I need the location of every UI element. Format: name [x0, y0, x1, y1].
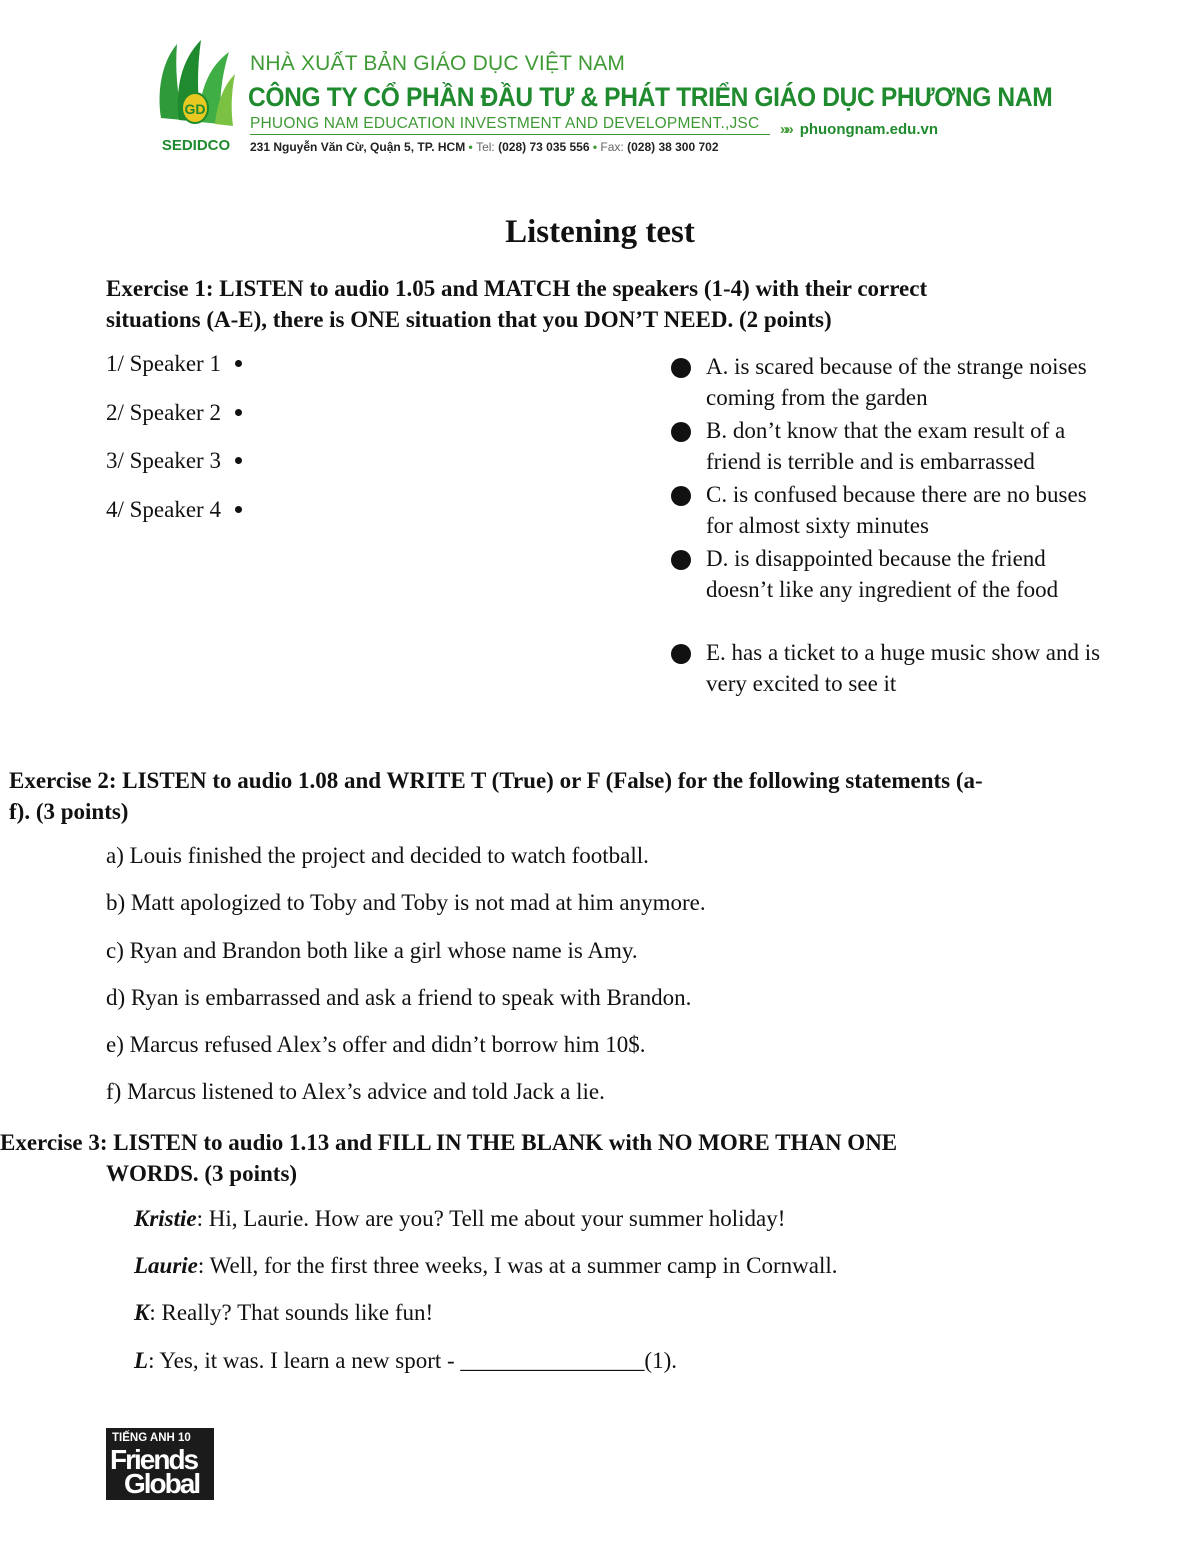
speaker-item	[106, 400, 242, 426]
company-address: 231 Nguyễn Văn Cừ, Quận 5, TP. HCM • Tel: (028) 73 035 556 • Fax: (028) 38 300 702	[250, 140, 719, 154]
option-bullet-icon[interactable]	[671, 422, 691, 442]
statement-item: e) Marcus refused Alex’s offer and didn’t borrow him 10$.	[106, 1032, 646, 1057]
situation-option: D. is disappointed because the friend doesn’t like any ingredient of the food	[706, 546, 1059, 602]
speaker-item	[106, 351, 242, 377]
statement-item: d) Ryan is embarrassed and ask a friend to speak with Brandon.	[106, 985, 692, 1010]
tel-label: Tel:	[476, 140, 495, 154]
option-bullet-icon[interactable]	[671, 486, 691, 506]
tel-number: (028) 73 035 556	[498, 140, 590, 154]
speaker-label: 4/ Speaker 4	[106, 497, 221, 522]
match-dot-icon[interactable]	[235, 360, 242, 367]
exercise3-heading-line2: WORDS. (3 points)	[106, 1161, 298, 1186]
chevrons-right-icon: »»	[780, 121, 791, 138]
website-url: phuongnam.edu.vn	[799, 121, 939, 138]
dialogue-speaker: Kristie	[134, 1206, 197, 1231]
exercise2-heading-line1: Exercise 2: LISTEN to audio 1.08 and WRITE T (True) or F (False) for the following statements (a-	[9, 768, 983, 793]
fax-number: (028) 38 300 702	[627, 140, 719, 154]
option-bullet-icon[interactable]	[671, 550, 691, 570]
dialogue-line	[134, 1253, 838, 1279]
company-name: CÔNG TY CỔ PHẦN ĐẦU TƯ & PHÁT TRIỂN GIÁO DỤC PHƯƠNG NAM	[248, 82, 1053, 112]
fax-label: Fax:	[600, 140, 624, 154]
friends-global-logo	[106, 1428, 214, 1500]
leaf-logo-icon	[155, 38, 237, 156]
badge-friends: Friends	[110, 1444, 198, 1475]
page-title: Listening test	[505, 214, 695, 250]
header-divider	[250, 134, 770, 135]
publisher-name: NHÀ XUẤT BẢN GIÁO DỤC VIỆT NAM	[250, 52, 626, 75]
website-link[interactable]	[780, 121, 938, 138]
dialogue-speaker: L	[134, 1348, 149, 1373]
situation-option: A. is scared because of the strange noises coming from the garden	[706, 354, 1087, 410]
option-bullet-icon[interactable]	[671, 644, 691, 664]
svg-text:SEDIDCO: SEDIDCO	[161, 137, 231, 154]
match-dot-icon[interactable]	[235, 506, 242, 513]
statement-item: b) Matt apologized to Toby and Toby is not mad at him anymore.	[106, 890, 706, 915]
speaker-item	[106, 448, 242, 474]
statement-item: f) Marcus listened to Alex’s advice and told Jack a lie.	[106, 1079, 605, 1104]
dialogue-line	[134, 1300, 433, 1326]
situation-option: C. is confused because there are no buses for almost sixty minutes	[706, 482, 1087, 538]
company-name-english: PHUONG NAM EDUCATION INVESTMENT AND DEVELOPMENT.,JSC	[250, 115, 760, 132]
option-bullet-icon[interactable]	[671, 358, 691, 378]
situation-option: E. has a ticket to a huge music show and is very excited to see it	[706, 640, 1101, 696]
situation-option: B. don’t know that the exam result of a friend is terrible and is embarrassed	[706, 418, 1066, 474]
exercise2-heading-line2: f). (3 points)	[9, 799, 129, 824]
statement-item: c) Ryan and Brandon both like a girl whose name is Amy.	[106, 938, 638, 963]
match-dot-icon[interactable]	[235, 409, 242, 416]
statement-item: a) Louis finished the project and decided to watch football.	[106, 843, 649, 868]
dialogue-text: : Hi, Laurie. How are you? Tell me about your summer holiday!	[196, 1206, 786, 1231]
dialogue-line	[134, 1348, 677, 1374]
address-text: 231 Nguyễn Văn Cừ, Quận 5, TP. HCM	[250, 140, 466, 154]
dialogue-line	[134, 1206, 785, 1232]
speaker-label: 2/ Speaker 2	[106, 400, 221, 425]
exercise1-heading-line1: Exercise 1: LISTEN to audio 1.05 and MATCH the speakers (1-4) with their correct	[106, 276, 928, 301]
svg-text:GD: GD	[184, 101, 206, 117]
company-logo	[155, 38, 237, 156]
badge-subtitle: TIẾNG ANH 10	[112, 1432, 191, 1444]
exercise3-heading-line1: Exercise 3: LISTEN to audio 1.13 and FILL IN THE BLANK with NO MORE THAN ONE	[0, 1130, 898, 1155]
badge-global: Global	[124, 1468, 200, 1499]
dialogue-speaker: K	[134, 1300, 150, 1325]
match-dot-icon[interactable]	[235, 457, 242, 464]
speaker-label: 1/ Speaker 1	[106, 351, 221, 376]
dialogue-speaker: Laurie	[134, 1253, 198, 1278]
speaker-label: 3/ Speaker 3	[106, 448, 221, 473]
dialogue-text: : Yes, it was. I learn a new sport - ________________(1).	[148, 1348, 677, 1373]
dialogue-text: : Really? That sounds like fun!	[149, 1300, 434, 1325]
speaker-item	[106, 497, 242, 523]
exercise1-heading-line2: situations (A-E), there is ONE situation that you DON’T NEED. (2 points)	[106, 307, 832, 332]
dialogue-text: : Well, for the first three weeks, I was at a summer camp in Cornwall.	[197, 1253, 838, 1278]
